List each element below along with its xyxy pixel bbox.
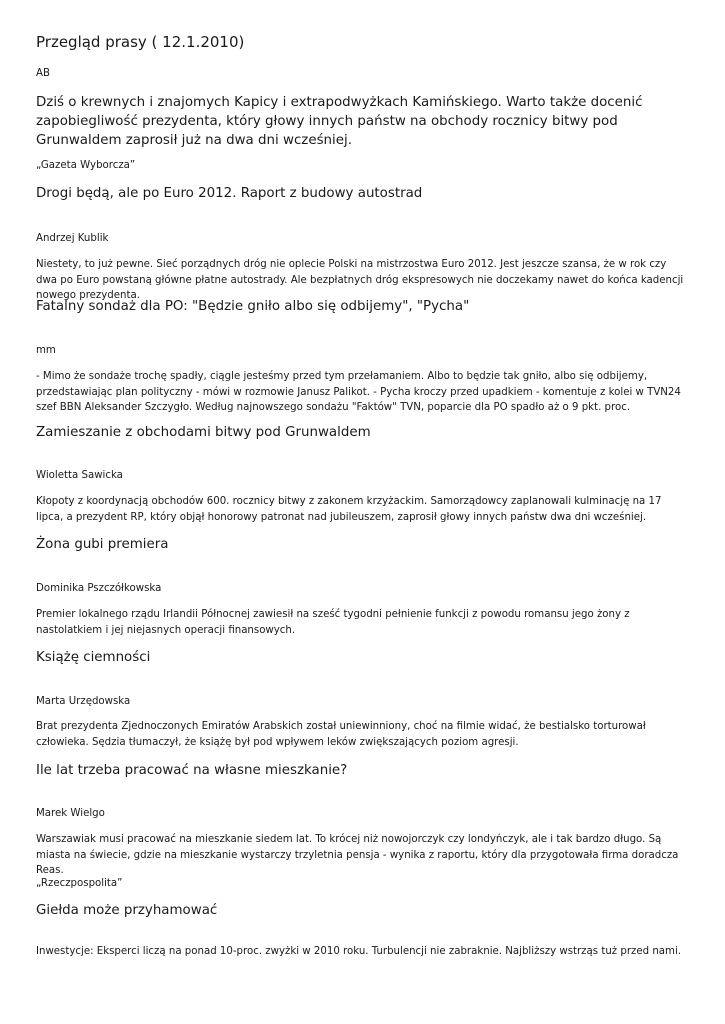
article-title[interactable]: Zamieszanie z obchodami bitwy pod Grunwaldem — [36, 425, 371, 440]
article-text: Brat prezydenta Zjednoczonych Emiratów Arabskich został uniewinniony, choć na filmie widać, że bestialsko torturował człowieka. Sędzia tłumaczył, że książę był pod wpływem leków zwiększających poziom agresji. — [36, 721, 646, 748]
article-text: Kłopoty z koordynacją obchodów 600. rocznicy bitwy z zakonem krzyżackim. Samorządowcy zaplanowali kulminację na 17 lipca, a prezydent RP, który objął honorowy patronat nad jubileuszem, zaprosił głowy innych państw dwa dni wcześniej. — [36, 496, 662, 523]
article-text: - Mimo że sondaże trochę spadły, ciągle jesteśmy przed tym przełamaniem. Albo to będzie tak gniło, albo się odbijemy, przedstawiając plan polityczny - mówi w rozmowie Janusz Palikot. - Pycha kroczy przed upadkiem - komentuje z kolei w TVN24 szef BBN Aleksander Szczygło. Według najnowszego sondażu "Faktów" TVN, poparcie dla PO spadło aż o 9 pkt. proc. — [36, 371, 681, 413]
article-author: mm — [36, 345, 56, 356]
article-title[interactable]: Drogi będą, ale po Euro 2012. Raport z budowy autostrad — [36, 186, 423, 201]
article-author: Dominika Pszczółkowska — [36, 583, 162, 594]
article-text: Inwestycje: Eksperci liczą na ponad 10-proc. zwyżki w 2010 roku. Turbulencji nie zabraknie. Najbliższy wstrząs tuż przed nami. — [36, 946, 682, 957]
source-gazeta-wyborcza: „Gazeta Wyborcza” — [36, 160, 136, 171]
article-text: Premier lokalnego rządu Irlandii Północnej zawiesił na sześć tygodni pełnienie funkcji z powodu romansu jego żony z nastolatkiem i jej niejasnych operacji finansowych. — [36, 609, 630, 636]
article-text: Warszawiak musi pracować na mieszkanie siedem lat. To krócej niż nowojorczyk czy londyńczyk, ale i tak bardzo długo. Są miasta na świecie, gdzie na mieszkanie wystarczy trzyletnia pensja - wynika z raportu, który dla przygotowała firma doradcza Reas. — [36, 834, 679, 876]
article-title[interactable]: Fatalny sondaż dla PO: "Będzie gniło albo się odbijemy", "Pycha" — [36, 299, 470, 314]
article-title[interactable]: Żona gubi premiera — [36, 537, 169, 552]
article-author: Marta Urzędowska — [36, 696, 131, 707]
source-rzeczpospolita: „Rzeczpospolita” — [36, 878, 123, 889]
page-title: Przegląd prasy ( 12.1.2010) — [36, 33, 245, 51]
article-text: Niestety, to już pewne. Sieć porządnych dróg nie oplecie Polski na mistrzostwa Euro 2012. Jest jeszcze szansa, że w rok czy dwa po Euro powstaną główne płatne autostrady. Ale bezpłatnych dróg ekspresowych nie doczekamy nawet do końca kadencji nowego prezydenta. — [36, 259, 684, 301]
intro-author: AB — [36, 68, 50, 79]
article-title[interactable]: Ile lat trzeba pracować na własne mieszkanie? — [36, 763, 348, 778]
article-title[interactable]: Giełda może przyhamować — [36, 903, 218, 918]
article-author: Wioletta Sawicka — [36, 470, 123, 481]
lead-paragraph: Dziś o krewnych i znajomych Kapicy i extrapodwyżkach Kamińskiego. Warto także docenić zapobiegliwość prezydenta, który głowy innych państw na obchody rocznicy bitwy pod Grunwaldem zaprosił już na dwa dni wcześniej. — [36, 95, 643, 148]
article-title[interactable]: Książę ciemności — [36, 650, 151, 665]
article-author: Andrzej Kublik — [36, 233, 109, 244]
article-author: Marek Wielgo — [36, 808, 105, 819]
